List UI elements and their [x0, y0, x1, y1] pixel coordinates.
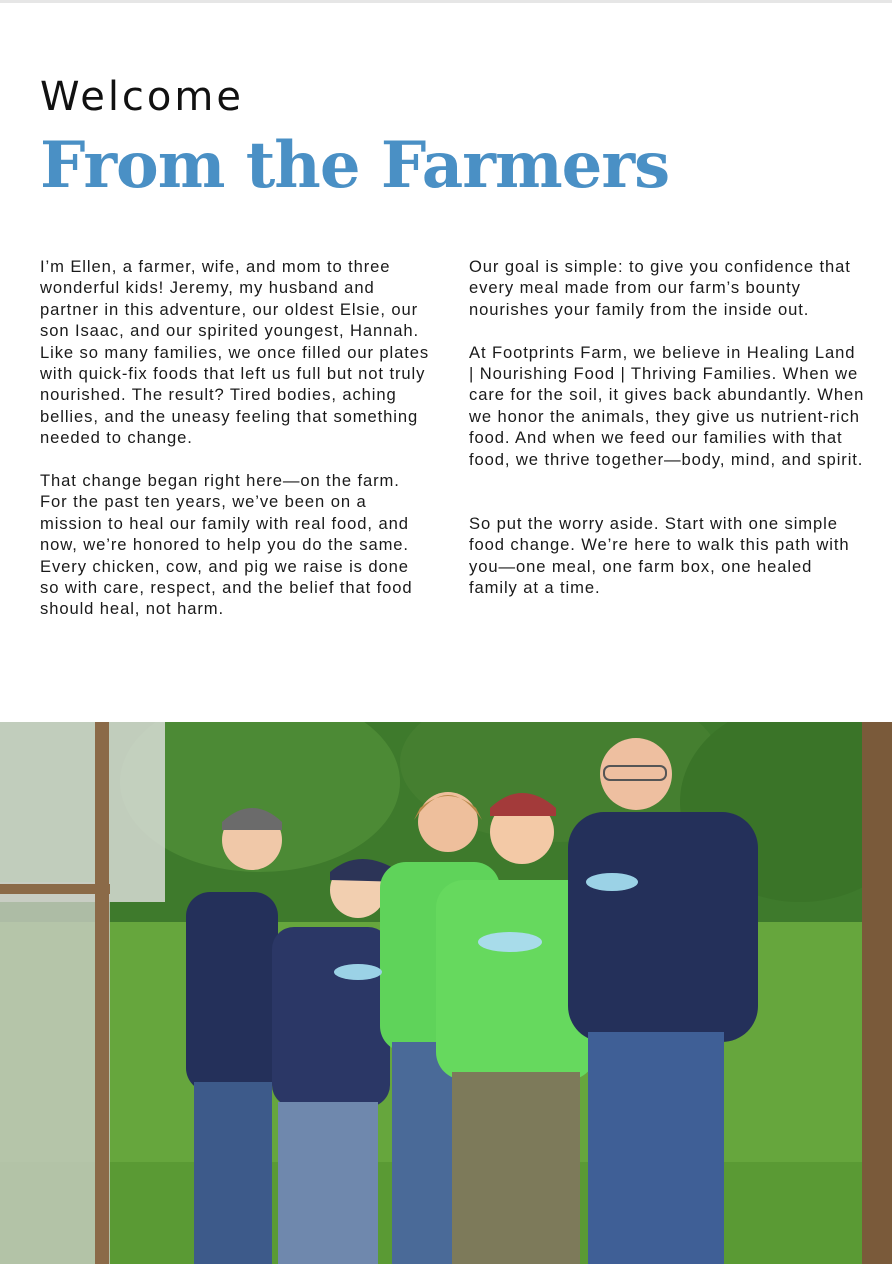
family-photo [0, 722, 892, 1264]
person-elsie-shirt [186, 892, 278, 1092]
person-elsie-jeans [194, 1082, 272, 1264]
greenhouse-post [95, 722, 109, 1264]
greenhouse-wall [0, 882, 110, 1264]
page-title: From the Farmers [40, 128, 670, 203]
top-rule [0, 0, 892, 3]
person-isaac-pants [452, 1072, 580, 1264]
person-jeremy-face [600, 738, 672, 810]
footprints-logo-icon [478, 932, 542, 952]
family-photo-illustration [0, 722, 892, 1264]
wooden-post [862, 722, 892, 1264]
left-text-column [40, 256, 432, 620]
person-hannah-shirt [272, 927, 390, 1107]
greenhouse-plastic [0, 722, 165, 902]
right-text-column [469, 256, 865, 598]
paragraph-intro: I’m Ellen, a farmer, wife, and mom to three wonderful kids! Jeremy, my husband and partner in this adventure, our oldest Elsie, our son Isaac, and our spirited youngest, Hannah. Like so many families, we once filled our plates with quick-fix foods that left us full but not truly nourished. The result? Tired bodies, aching bellies, and the uneasy feeling that something needed to change. [40, 257, 430, 448]
paragraph-goal: Our goal is simple: to give you confidence that every meal made from our farm’s bounty nourishes your family from the inside out. [469, 257, 851, 319]
paragraph-closing: So put the worry aside. Start with one simple food change. We’re here to walk this path with you—one meal, one farm box, one healed family at a time. [469, 513, 850, 598]
paragraph-change: That change began right here—on the farm. For the past ten years, we’ve been on a mission to heal our family with real food, and now, we’re honored to help you do the same. Every chicken, cow, and pig we raise is done so with care, respect, and the belief that food should heal, not harm. [40, 471, 413, 619]
person-jeremy-shirt [568, 812, 758, 1042]
footprints-logo-icon [586, 873, 638, 891]
footprints-logo-icon [334, 964, 382, 980]
welcome-heading: Welcome [40, 74, 244, 120]
person-hannah-jeans [278, 1102, 378, 1264]
person-jeremy-jeans [588, 1032, 724, 1264]
person-ellen-face [418, 792, 478, 852]
greenhouse-beam [0, 884, 110, 894]
paragraph-belief: At Footprints Farm, we believe in Healing Land | Nourishing Food | Thriving Families. When we care for the soil, it gives back abundantly. When we honor the animals, they give us nutrient-rich food. And when we feed our families with that food, we thrive together—body, mind, and spirit. [469, 342, 865, 469]
